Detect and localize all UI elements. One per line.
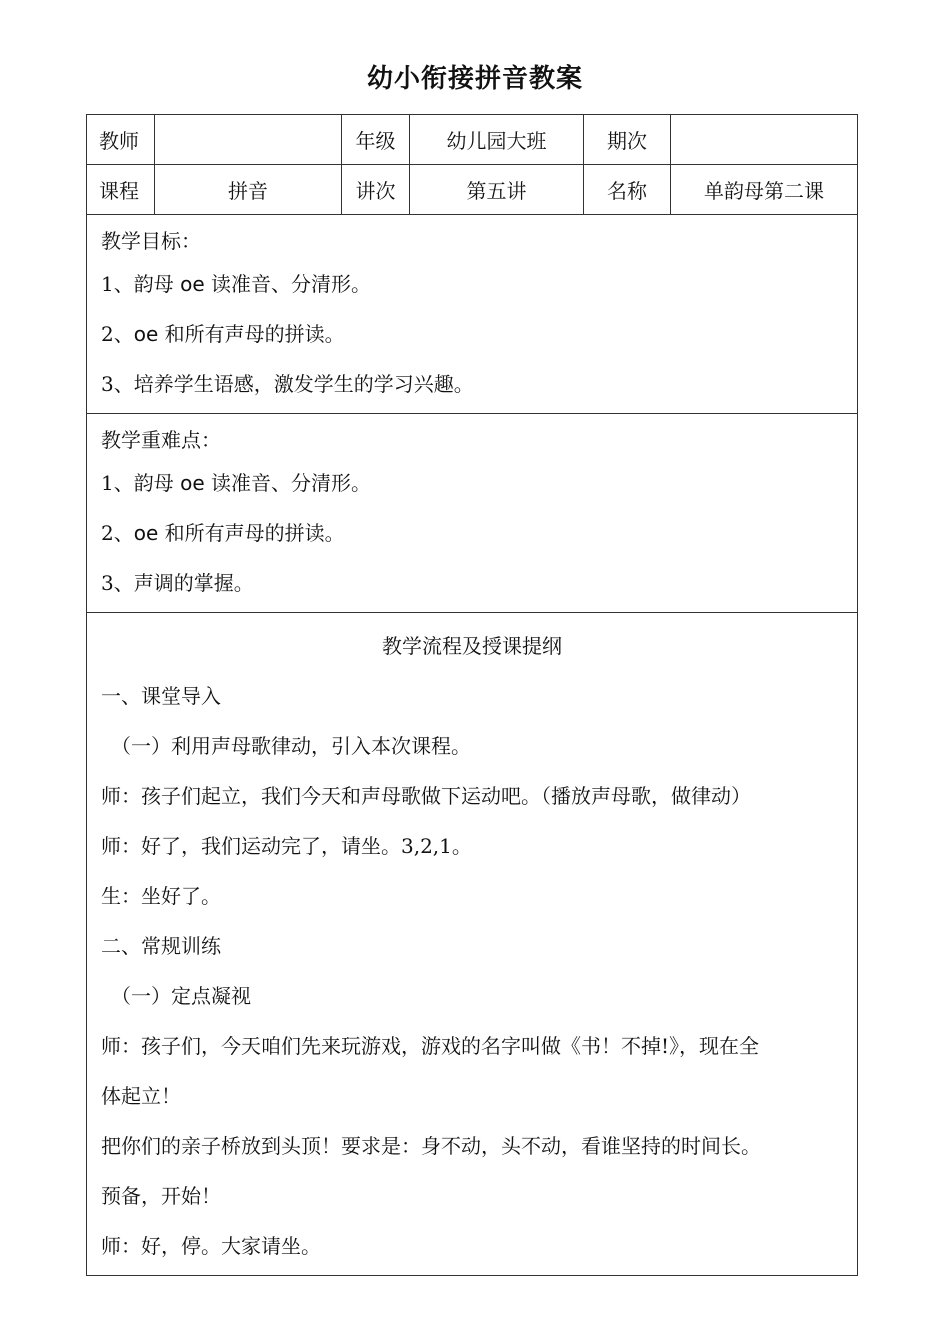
difficulty-2-letters: oe — [133, 521, 159, 545]
process-line-10: 把你们的亲子桥放到头顶！要求是：身不动，头不动，看谁坚持的时间长。 — [101, 1134, 761, 1158]
difficulty-1-suffix: 读准音、分清形。 — [204, 471, 371, 495]
process-line-8: 师：孩子们，今天咱们先来玩游戏，游戏的名字叫做《书！不掉!》，现在全 — [101, 1034, 760, 1058]
difficulty-1-letters: oe — [180, 471, 205, 495]
process-line-12: 师：好，停。大家请坐。 — [101, 1234, 321, 1258]
teacher-label: 教师 — [87, 115, 155, 165]
process-line-4: 师：好了，我们运动完了，请坐。3,2,1。 — [101, 834, 472, 858]
difficulty-2-prefix: 2、 — [101, 521, 134, 545]
objective-2-prefix: 2、 — [101, 322, 134, 346]
difficulties-row — [87, 414, 858, 613]
objective-item-3 — [101, 359, 843, 409]
process-row — [87, 613, 858, 1276]
name-label: 名称 — [584, 165, 671, 215]
process-line-9: 体起立！ — [101, 1084, 181, 1108]
difficulties-heading: 教学重难点： — [101, 428, 221, 452]
objective-2-suffix: 和所有声母的拼读。 — [158, 322, 345, 346]
meta-row-1 — [87, 115, 858, 165]
objective-1-letters: oe — [180, 272, 205, 296]
objectives-heading: 教学目标： — [101, 229, 201, 253]
meta-row-2 — [87, 165, 858, 215]
process-heading: 教学流程及授课提纲 — [382, 634, 562, 658]
process-section — [87, 613, 858, 1276]
objective-3-prefix: 3、培养学生语感，激发学生的学习兴趣。 — [101, 372, 474, 396]
document-title: 幼小衔接拼音教案 — [366, 64, 583, 94]
lecture-label: 讲次 — [342, 165, 410, 215]
objective-2-letters: oe — [133, 322, 159, 346]
process-line-2: （一）利用声母歌律动，引入本次课程。 — [111, 734, 471, 758]
difficulty-3-prefix: 3、声调的掌握。 — [101, 571, 254, 595]
objectives-row — [87, 215, 858, 414]
difficulty-1-prefix: 1、韵母 — [101, 471, 181, 495]
session-label: 期次 — [584, 115, 671, 165]
difficulty-item-1 — [101, 458, 843, 508]
difficulty-item-3 — [101, 558, 843, 608]
process-line-1: 一、课堂导入 — [101, 684, 221, 708]
process-line-6: 二、常规训练 — [101, 934, 221, 958]
lecture-value: 第五讲 — [410, 165, 584, 215]
difficulty-2-suffix: 和所有声母的拼读。 — [158, 521, 345, 545]
objective-1-suffix: 读准音、分清形。 — [204, 272, 371, 296]
lesson-plan-table — [86, 114, 858, 1276]
process-line-7: （一）定点凝视 — [111, 984, 251, 1008]
course-label: 课程 — [87, 165, 155, 215]
objective-1-prefix: 1、韵母 — [101, 272, 181, 296]
grade-label: 年级 — [342, 115, 410, 165]
process-line-3: 师：孩子们起立，我们今天和声母歌做下运动吧。（播放声母歌，做律动） — [101, 784, 751, 808]
process-line-11: 预备，开始！ — [101, 1184, 221, 1208]
difficulty-item-2 — [101, 508, 843, 558]
course-value: 拼音 — [155, 165, 342, 215]
teacher-value — [155, 115, 342, 165]
objective-item-1 — [101, 259, 843, 309]
objectives-section — [87, 215, 858, 414]
objective-item-2 — [101, 309, 843, 359]
session-value — [671, 115, 858, 165]
process-line-5: 生：坐好了。 — [101, 884, 221, 908]
difficulties-section — [87, 414, 858, 613]
name-value: 单韵母第二课 — [671, 165, 858, 215]
grade-value: 幼儿园大班 — [410, 115, 584, 165]
